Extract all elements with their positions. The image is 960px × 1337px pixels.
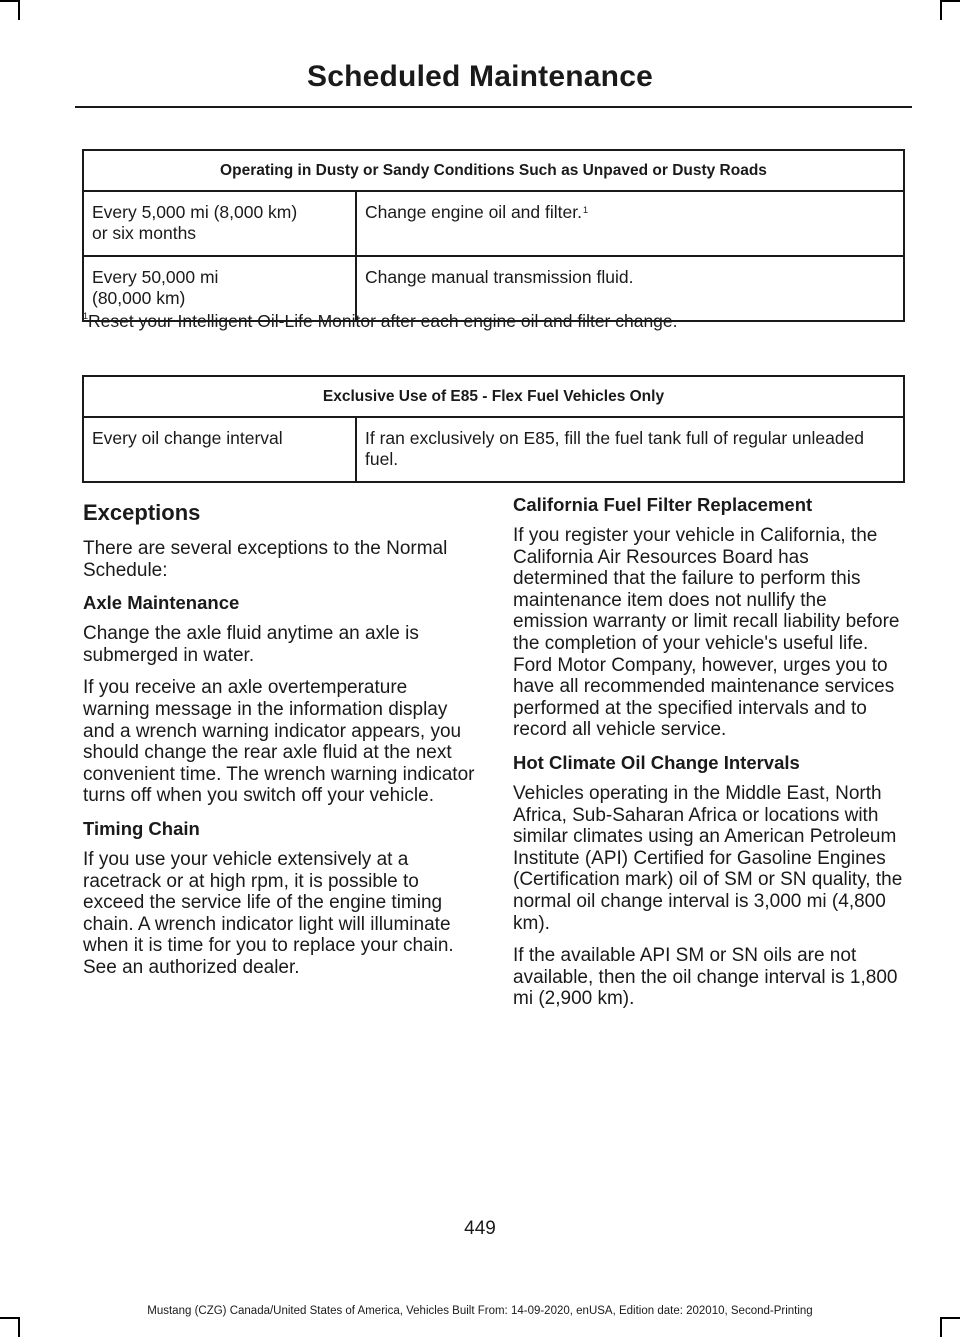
footnote-marker: 1 [582,205,588,215]
header-divider [75,106,912,108]
timing-chain-paragraph: If you use your vehicle extensively at a racetrack or at high rpm, it is possible to exceed the service life of the engine timing chain. A wrench indicator light will illuminate when it is time for you to replace your chain. See an authorized dealer. [83,848,454,978]
crop-mark [18,1317,20,1337]
action-text: Change engine oil and filter. [365,202,582,222]
crop-mark [18,0,20,20]
axle-paragraph: Change the axle fluid anytime an axle is submerged in water. [83,623,419,666]
crop-mark [940,1317,960,1319]
table-row [83,417,904,482]
table-header-row [83,150,904,191]
crop-mark [0,0,20,2]
action-cell: If ran exclusively on E85, fill the fuel tank full of regular unleaded fuel. [356,417,904,482]
table-heading: Exclusive Use of E85 - Flex Fuel Vehicles Only [83,376,904,417]
axle-paragraph: If you receive an axle overtemperature warning message in the information display and a wrench warning indicator appears, you should change the rear axle fluid at the next convenient time. The wrench warning indicator turns off when you switch off your vehicle. [83,677,475,807]
crop-mark [940,0,960,2]
table-row [83,191,904,256]
page-title: Scheduled Maintenance [307,60,653,93]
table-footnote [83,311,678,332]
exceptions-intro: There are several exceptions to the Normal Schedule: [83,538,448,581]
interval-text: Every 50,000 mi [92,267,219,287]
action-cell [356,191,904,256]
interval-cell: Every oil change interval [83,417,356,482]
hot-climate-heading: Hot Climate Oil Change Intervals [513,751,800,773]
right-column [513,494,905,1021]
interval-text: Every 5,000 mi (8,000 km) [92,202,298,222]
california-heading: California Fuel Filter Replacement [513,494,813,515]
table-heading: Operating in Dusty or Sandy Conditions Such as Unpaved or Dusty Roads [83,150,904,191]
e85-table [82,375,905,483]
document-footer: Mustang (CZG) Canada/United States of America, Vehicles Built From: 14-09-2020, enUSA, Edition date: 202010, Second-Printing [147,1305,813,1317]
interval-text: or six months [92,223,197,243]
dusty-conditions-table [82,149,905,322]
footnote-text: Reset your Intelligent Oil-Life Monitor after each engine oil and filter change. [88,311,678,331]
exceptions-heading: Exceptions [83,500,201,525]
hot-climate-paragraph: If the available API SM or SN oils are not available, then the oil change interval is 1,800 mi (2,900 km). [513,945,898,1010]
footnote-marker: 1 [83,311,89,321]
crop-mark [940,1317,942,1337]
california-paragraph: If you register your vehicle in California, the California Air Resources Board has determined that the failure to perform this maintenance item does not nullify the emission warranty or limit recall liability before the completion of your vehicle's useful life. Ford Motor Company, however, urges you to have all recommended maintenance services performed at the specified intervals and to record all vehicle service. [513,525,900,741]
action-cell: Change manual transmission fluid. [356,256,904,321]
table-header-row [83,376,904,417]
interval-text: (80,000 km) [92,288,186,308]
hot-climate-paragraph: Vehicles operating in the Middle East, North Africa, Sub-Saharan Africa or locations with similar climates using an American Petroleum Institute (API) Certified for Gasoline Engines (Certification mark) oil of SM or SN quality, the normal oil change interval is 3,000 mi (4,800 km). [513,782,903,934]
page-number: 449 [464,1218,496,1239]
axle-maintenance-heading: Axle Maintenance [83,592,240,614]
crop-mark [0,1317,20,1319]
timing-chain-heading: Timing Chain [83,817,200,839]
crop-mark [940,0,942,20]
interval-cell [83,191,356,256]
left-column [83,500,475,990]
